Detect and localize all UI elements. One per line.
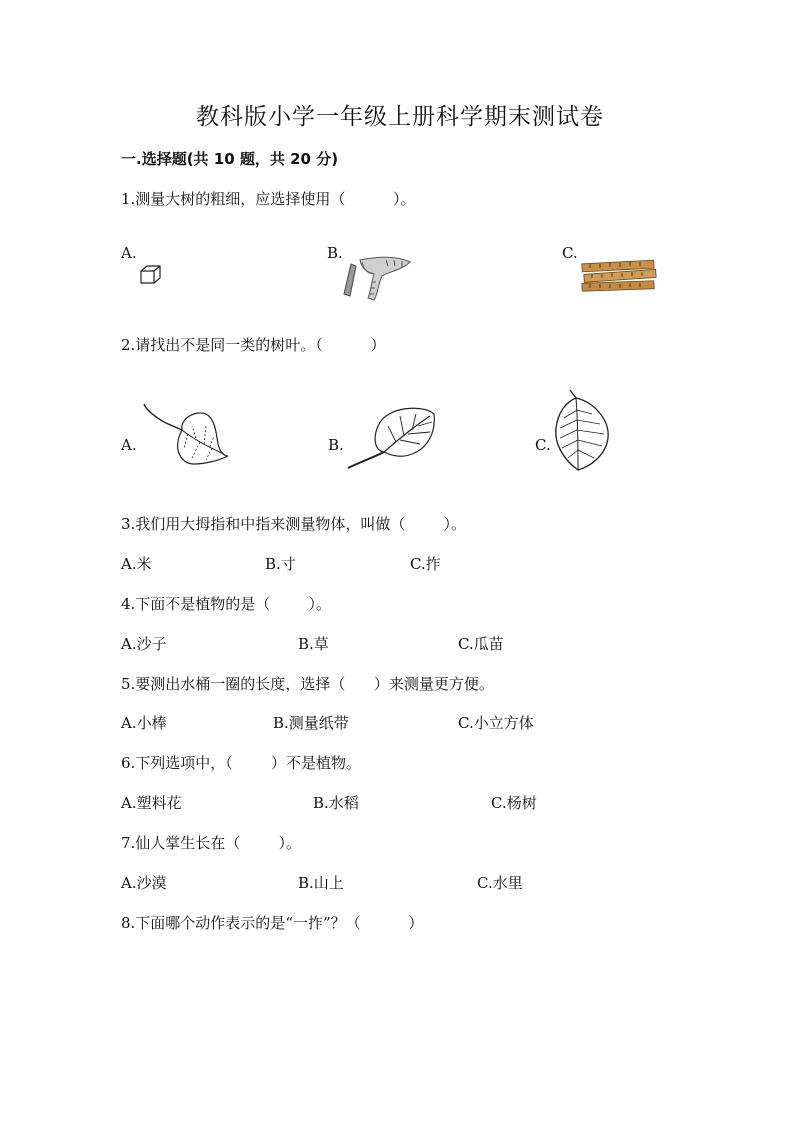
question-6: 6.下列选项中，（ ）不是植物。 <box>121 754 361 772</box>
small-cube-image <box>138 264 164 286</box>
q3-option-a: A.米 <box>121 555 152 573</box>
leaf-b-image <box>346 404 438 472</box>
q6-option-b: B.水稻 <box>313 794 359 812</box>
q3-option-c: C.拃 <box>410 555 441 573</box>
leaf-a-image <box>140 400 232 472</box>
question-1: 1.测量大树的粗细，应选择使用（ ）。 <box>121 190 416 208</box>
q1-option-b-label: B. <box>327 244 343 262</box>
question-8: 8.下面哪个动作表示的是“一拃”？（ ） <box>121 914 424 932</box>
section-heading: 一.选择题(共 10 题，共 20 分) <box>121 150 339 168</box>
question-4: 4.下面不是植物的是（ ）。 <box>121 595 331 613</box>
tape-measure-image <box>338 252 416 304</box>
q2-option-c-label: C. <box>535 436 551 454</box>
q4-option-c: C.瓜苗 <box>458 635 504 653</box>
q2-option-a-label: A. <box>121 436 137 454</box>
q2-option-b-label: B. <box>328 436 344 454</box>
q1-option-c-label: C. <box>562 244 578 262</box>
leaf-c-image <box>552 388 612 472</box>
question-2: 2.请找出不是同一类的树叶。（ ） <box>121 336 386 354</box>
q3-option-b: B.寸 <box>265 555 296 573</box>
question-5: 5.要测出水桶一圈的长度，选择（ ）来测量更方便。 <box>121 675 494 693</box>
q1-option-a-label: A. <box>121 244 137 262</box>
page-title: 教科版小学一年级上册科学期末测试卷 <box>196 104 604 130</box>
q5-option-c: C.小立方体 <box>458 714 534 732</box>
q7-option-a: A.沙漠 <box>121 874 167 892</box>
question-7: 7.仙人掌生长在（ ）。 <box>121 834 301 852</box>
q4-option-b: B.草 <box>298 635 329 653</box>
q4-option-a: A.沙子 <box>121 635 167 653</box>
q7-option-b: B.山上 <box>298 874 344 892</box>
folding-ruler-image <box>578 256 658 296</box>
q5-option-a: A.小棒 <box>121 714 167 732</box>
question-3: 3.我们用大拇指和中指来测量物体，叫做（ ）。 <box>121 515 466 533</box>
q6-option-a: A.塑料花 <box>121 794 182 812</box>
q7-option-c: C.水里 <box>477 874 523 892</box>
q5-option-b: B.测量纸带 <box>273 714 349 732</box>
q6-option-c: C.杨树 <box>491 794 537 812</box>
